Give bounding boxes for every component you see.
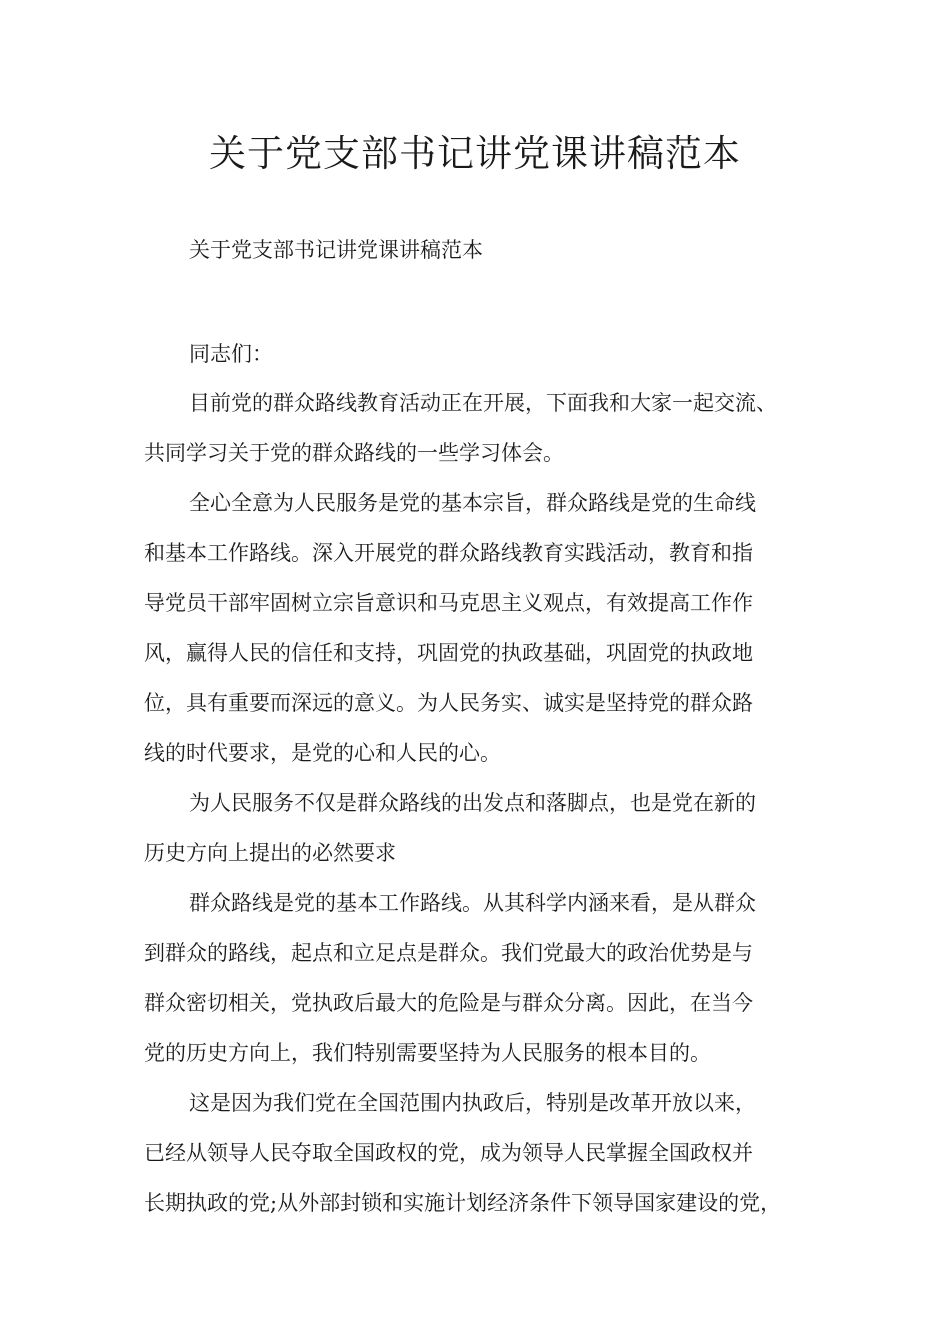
paragraph-5 (144, 1078, 834, 1228)
salutation: 同志们： (189, 342, 273, 366)
document-title: 关于党支部书记讲党课讲稿范本 (209, 132, 741, 175)
paragraph-line: 到群众的路线，起点和立足点是群众。我们党最大的政治优势是与 (144, 941, 753, 965)
body-text (144, 378, 834, 1228)
paragraph-line: 群众密切相关，党执政后最大的危险是与群众分离。因此，在当今 (144, 991, 753, 1015)
paragraph-line: 导党员干部牢固树立宗旨意识和马克思主义观点，有效提高工作作 (144, 591, 753, 615)
paragraph-4 (144, 878, 834, 1078)
paragraph-line: 历史方向上提出的必然要求 (144, 841, 396, 865)
paragraph-line: 为人民服务不仅是群众路线的出发点和落脚点，也是党在新的 (189, 791, 756, 815)
paragraph-line: 共同学习关于党的群众路线的一些学习体会。 (144, 441, 564, 465)
paragraph-line: 线的时代要求，是党的心和人民的心。 (144, 741, 501, 765)
paragraph-line: 这是因为我们党在全国范围内执政后，特别是改革开放以来， (189, 1091, 756, 1115)
paragraph-1 (144, 378, 834, 478)
paragraph-line: 长期执政的党;从外部封锁和实施计划经济条件下领导国家建设的党， (144, 1191, 782, 1215)
paragraph-line: 位，具有重要而深远的意义。为人民务实、诚实是坚持党的群众路 (144, 691, 753, 715)
paragraph-line: 党的历史方向上，我们特别需要坚持为人民服务的根本目的。 (144, 1041, 711, 1065)
paragraph-line: 目前党的群众路线教育活动正在开展，下面我和大家一起交流、 (189, 391, 777, 415)
paragraph-line: 已经从领导人民夺取全国政权的党，成为领导人民掌握全国政权并 (144, 1141, 753, 1165)
document-subtitle: 关于党支部书记讲党课讲稿范本 (189, 238, 483, 262)
paragraph-line: 群众路线是党的基本工作路线。从其科学内涵来看，是从群众 (189, 891, 756, 915)
paragraph-2 (144, 478, 834, 778)
paragraph-line: 风，赢得人民的信任和支持，巩固党的执政基础，巩固党的执政地 (144, 641, 753, 665)
paragraph-line: 和基本工作路线。深入开展党的群众路线教育实践活动，教育和指 (144, 541, 753, 565)
paragraph-line: 全心全意为人民服务是党的基本宗旨，群众路线是党的生命线 (189, 491, 756, 515)
paragraph-3 (144, 778, 834, 878)
